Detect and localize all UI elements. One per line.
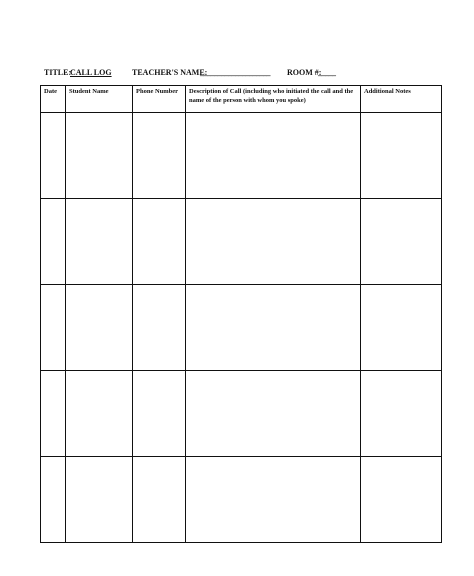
title-value: CALL LOG	[70, 68, 112, 77]
additional-notes-cell	[361, 199, 442, 285]
student-name-cell	[66, 285, 133, 371]
table-row	[41, 285, 442, 371]
document-header	[0, 66, 474, 80]
date-cell	[41, 199, 66, 285]
teacher-name-label: TEACHER'S NAME:	[132, 68, 208, 77]
call-description-cell	[186, 285, 361, 371]
table-header-row	[41, 86, 442, 113]
title-label: TITLE:	[44, 68, 72, 77]
table-row	[41, 199, 442, 285]
column-header-additional-notes: Additional Notes	[361, 86, 442, 113]
student-name-cell	[66, 457, 133, 543]
student-name-cell	[66, 113, 133, 199]
phone-number-cell	[133, 371, 186, 457]
room-number-label: ROOM #:	[287, 68, 322, 77]
date-cell	[41, 285, 66, 371]
call-description-cell	[186, 371, 361, 457]
call-description-cell	[186, 457, 361, 543]
phone-number-cell	[133, 113, 186, 199]
table-row	[41, 371, 442, 457]
column-header-student-name: Student Name	[66, 86, 133, 113]
student-name-cell	[66, 371, 133, 457]
call-description-cell	[186, 113, 361, 199]
student-name-cell	[66, 199, 133, 285]
additional-notes-cell	[361, 457, 442, 543]
additional-notes-cell	[361, 113, 442, 199]
room-number-blank: _____	[318, 68, 336, 77]
teacher-name-blank: ____________________	[200, 68, 270, 77]
date-cell	[41, 371, 66, 457]
column-header-date: Date	[41, 86, 66, 113]
table-row	[41, 113, 442, 199]
phone-number-cell	[133, 285, 186, 371]
additional-notes-cell	[361, 371, 442, 457]
column-header-phone-number: Phone Number	[133, 86, 186, 113]
phone-number-cell	[133, 457, 186, 543]
additional-notes-cell	[361, 285, 442, 371]
phone-number-cell	[133, 199, 186, 285]
call-log-table	[40, 85, 442, 543]
date-cell	[41, 457, 66, 543]
table-row	[41, 457, 442, 543]
column-header-call-description: Description of Call (including who initiated the call and the name of the person with whom you spoke)	[186, 86, 361, 113]
call-description-cell	[186, 199, 361, 285]
date-cell	[41, 113, 66, 199]
